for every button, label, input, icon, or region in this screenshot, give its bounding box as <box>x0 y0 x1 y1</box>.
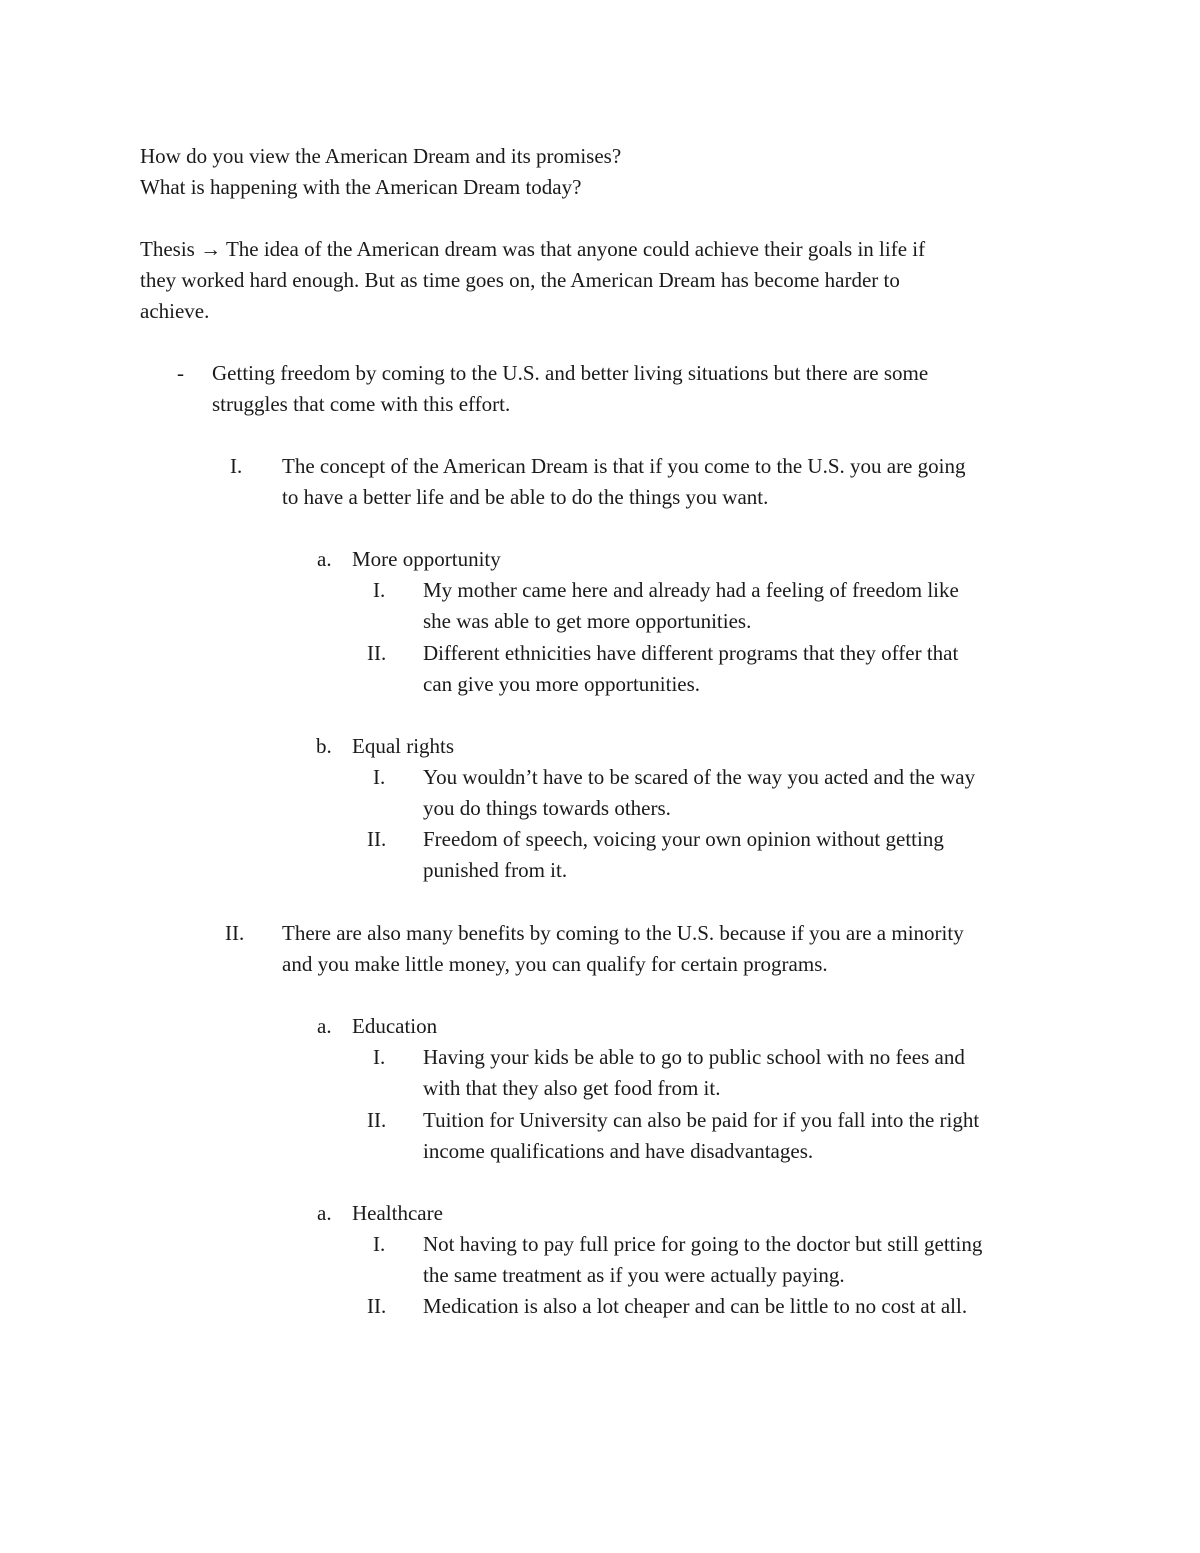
bullet-marker: - <box>177 361 184 385</box>
section-2-line-1: There are also many benefits by coming to the U.S. because if you are a minority <box>282 921 964 945</box>
sub-marker: a. <box>317 547 332 571</box>
question-1: How do you view the American Dream and its promises? <box>140 144 622 168</box>
item-line: Medication is also a lot cheaper and can be little to no cost at all. <box>423 1294 968 1318</box>
item-line: Not having to pay full price for going to the doctor but still getting <box>423 1232 983 1256</box>
item-marker: I. <box>373 1045 386 1069</box>
item-line: Freedom of speech, voicing your own opinion without getting <box>423 827 944 851</box>
item-line: she was able to get more opportunities. <box>423 609 752 633</box>
bullet-line-2: struggles that come with this effort. <box>212 392 511 416</box>
thesis-line-3: achieve. <box>140 299 210 323</box>
thesis-line-1: Thesis → The idea of the American dream was that anyone could achieve their goals in life if <box>140 237 926 261</box>
item-marker: II. <box>367 827 387 851</box>
section-1-line-2: to have a better life and be able to do the things you want. <box>282 485 769 509</box>
item-marker: II. <box>367 641 387 665</box>
item-marker: I. <box>373 765 386 789</box>
item-line: You wouldn’t have to be scared of the way you acted and the way <box>423 765 976 789</box>
section-2-marker: II. <box>225 921 245 945</box>
item-marker: I. <box>373 1232 386 1256</box>
sub-marker: a. <box>317 1014 332 1038</box>
item-line: punished from it. <box>423 858 568 882</box>
sub-title: More opportunity <box>352 547 501 571</box>
thesis-line-2: they worked hard enough. But as time goes on, the American Dream has become harder to <box>140 268 900 292</box>
item-line: Having your kids be able to go to public school with no fees and <box>423 1045 965 1069</box>
item-line: can give you more opportunities. <box>423 672 701 696</box>
section-1-line-1: The concept of the American Dream is that if you come to the U.S. you are going <box>282 454 966 478</box>
sub-marker: b. <box>316 734 332 758</box>
item-marker: I. <box>373 578 386 602</box>
item-line: Tuition for University can also be paid for if you fall into the right <box>423 1108 980 1132</box>
item-line: income qualifications and have disadvantages. <box>423 1139 814 1163</box>
sub-title: Education <box>352 1014 438 1038</box>
item-line: Different ethnicities have different programs that they offer that <box>423 641 959 665</box>
item-line: you do things towards others. <box>423 796 671 820</box>
sub-title: Equal rights <box>352 734 455 758</box>
item-line: with that they also get food from it. <box>423 1076 721 1100</box>
sub-title: Healthcare <box>352 1201 443 1225</box>
question-2: What is happening with the American Dream today? <box>140 175 582 199</box>
item-line: the same treatment as if you were actually paying. <box>423 1263 845 1287</box>
bullet-line-1: Getting freedom by coming to the U.S. and better living situations but there are some <box>212 361 929 385</box>
section-2-line-2: and you make little money, you can qualify for certain programs. <box>282 952 828 976</box>
item-marker: II. <box>367 1108 387 1132</box>
section-1-marker: I. <box>230 454 243 478</box>
sub-marker: a. <box>317 1201 332 1225</box>
item-line: My mother came here and already had a feeling of freedom like <box>423 578 959 602</box>
item-marker: II. <box>367 1294 387 1318</box>
